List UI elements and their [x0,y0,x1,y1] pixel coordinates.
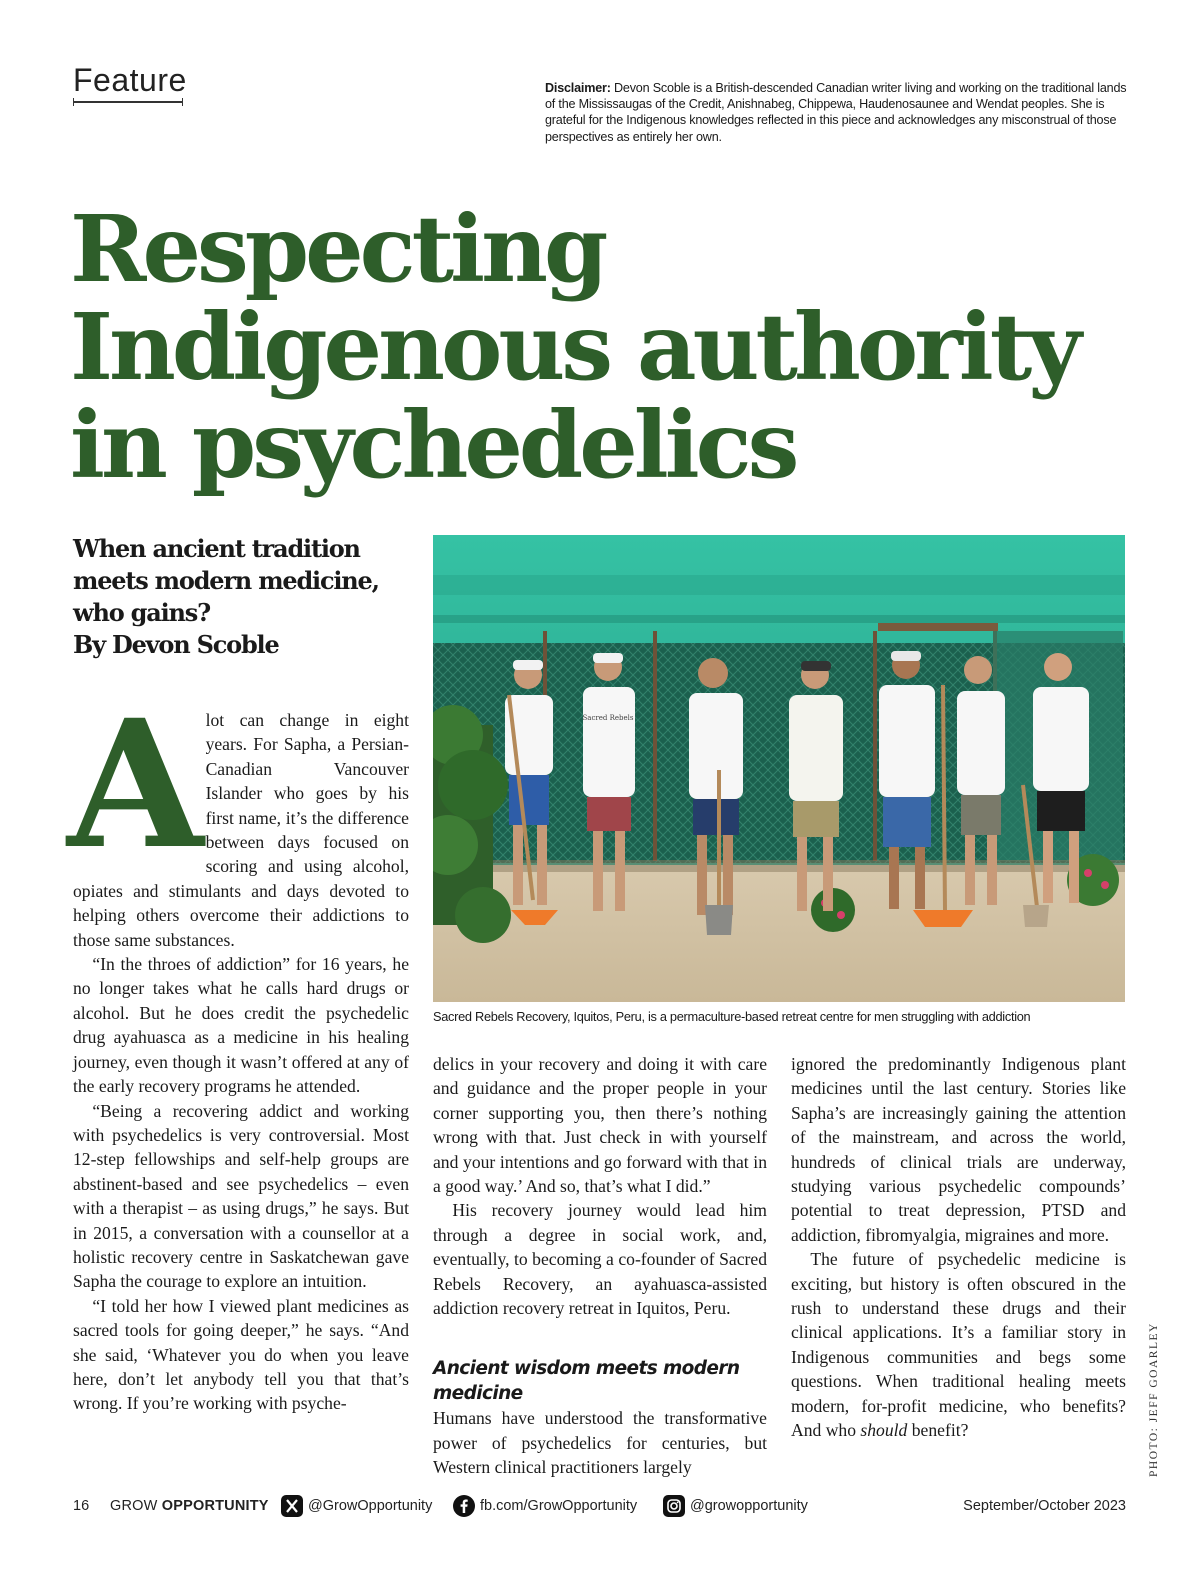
paragraph-6: His recovery journey would lead him through a degree in social work, and, eventually, to becoming a co-founder of Sacred Rebels Recovery, an ayahuasca-assisted addiction recovery retreat in Iquitos, Peru. [433,1200,767,1319]
disclaimer-label: Disclaimer: [545,81,611,95]
paragraph-9-emphasis: should [860,1420,908,1441]
instagram-link[interactable] [663,1494,808,1518]
paragraph-9-text-a: The future of psychedelic medicine is exciting, but history is often obscured in the rush to understand these drugs and their clinical applications. It’s a familiar story in Indigenous communities and begs some questions. When traditional healing meets modern, for-profit medicine, who benefits? And who [791,1249,1126,1441]
paragraph-8: ignored the predominantly Indigenous plant medicines until the last century. Stories like Sapha’s are increasingly gaining the attention of the mainstream, and across the world, hundreds of clinical trials are underway, studying various psychedelic compounds’ potential to treat depression, PTSD and addiction, fibromyalgia, migraines and more. [791,1054,1126,1245]
headline-line-1: Respecting [70,195,605,303]
page-number: 16 [73,1498,90,1514]
magazine-name-bold: OPPORTUNITY [161,1498,269,1514]
x-icon [281,1495,303,1517]
paragraph-2: “In the throes of addiction” for 16 years, he no longer takes what he calls hard drugs or alcohol. But he does credit the psychedelic drug ayahuasca as a medicine in his healing journey, even though it wasn’t offered at any of the early recovery programs he attended. [73,954,409,1097]
paragraph-5: delics in your recovery and doing it with care and guidance and the proper people in your corner supporting you, then there’s nothing wrong with that. Just check in with yourself and your intentions and go forward with that in a good way.’ And so, that’s what I did.” [433,1054,767,1197]
body-column-3 [791,1052,1126,1443]
headline-line-3: in psychedelics [70,391,796,499]
body-column-1 [67,681,409,1416]
feature-photo [433,535,1125,1002]
magazine-name-light: GROW [110,1498,158,1514]
subhead: Ancient wisdom meets modern medicine [433,1358,740,1405]
disclaimer-text: Devon Scoble is a British-descended Canadian writer living and working on the traditional lands of the Mississaugas of the Credit, Anishnabeg, Chippewa, Haudenosaunee and Wendat peoples. She is grateful for the Indigenous knowledges reflected in this piece and acknowledges any misconstrual of those perspectives as entirely her own. [545,81,1127,144]
section-label: Feature [73,62,187,98]
paragraph-1 [67,681,409,952]
x-link[interactable] [281,1494,432,1518]
shirt-print: Sacred Rebels [582,714,634,722]
facebook-link[interactable] [453,1494,637,1518]
x-handle: @GrowOpportunity [308,1498,433,1514]
paragraph-4: “I told her how I viewed plant medicines as sacred tools for going deeper,” he says. “And she said, ‘Whatever you do when you leave here, don’t let anybody tell you that that’s wrong. If you’re working with psyche- [73,1295,409,1414]
dropcap: A [67,681,198,888]
photo-credit: PHOTO: JEFF GOARLEY [1148,1322,1160,1477]
section-rule [73,101,183,103]
paragraph-1-text: lot can change in eight years. For Sapha, a Persian-Canadian Vancouver Islander who goes by his first name, it’s the difference between days focused on scoring and using alcohol, opiates and stimulants and days devoted to helping others overcome their addictions to those same substances. [73,710,409,950]
issue-date: September/October 2023 [963,1498,1126,1514]
paragraph-9-text-b: benefit? [907,1420,969,1441]
headline [70,195,1150,499]
paragraph-3: “Being a recovering addict and working with psychedelics is very controversial. Most 12-step fellowships and self-help groups are abstinent-based and see psychedelics – even with a therapist – as using drugs,” he says. But in 2015, a conversation with a counsellor at a holistic recovery centre in Saskatchewan gave Sapha the courage to explore an intuition. [73,1100,409,1292]
facebook-handle: fb.com/GrowOpportunity [480,1498,638,1514]
deck [73,533,418,661]
deck-text: When ancient tradition meets modern medicine, who gains? [73,534,379,627]
paragraph-7: Humans have understood the transformative power of psychedelics for centuries, but Western clinical practitioners largely [433,1408,767,1478]
disclaimer [545,80,1135,145]
page-footer [73,1494,1126,1518]
photo-caption: Sacred Rebels Recovery, Iquitos, Peru, is a permaculture-based retreat centre for men struggling with addiction [433,1009,1031,1024]
headline-line-2: Indigenous authority [70,293,1078,401]
facebook-icon [453,1495,475,1517]
byline: By Devon Scoble [73,630,279,659]
instagram-handle: @growopportunity [690,1498,808,1514]
instagram-icon [663,1495,685,1517]
paragraph-9 [791,1247,1126,1442]
magazine-name [110,1494,269,1518]
body-column-2 [433,1052,767,1480]
